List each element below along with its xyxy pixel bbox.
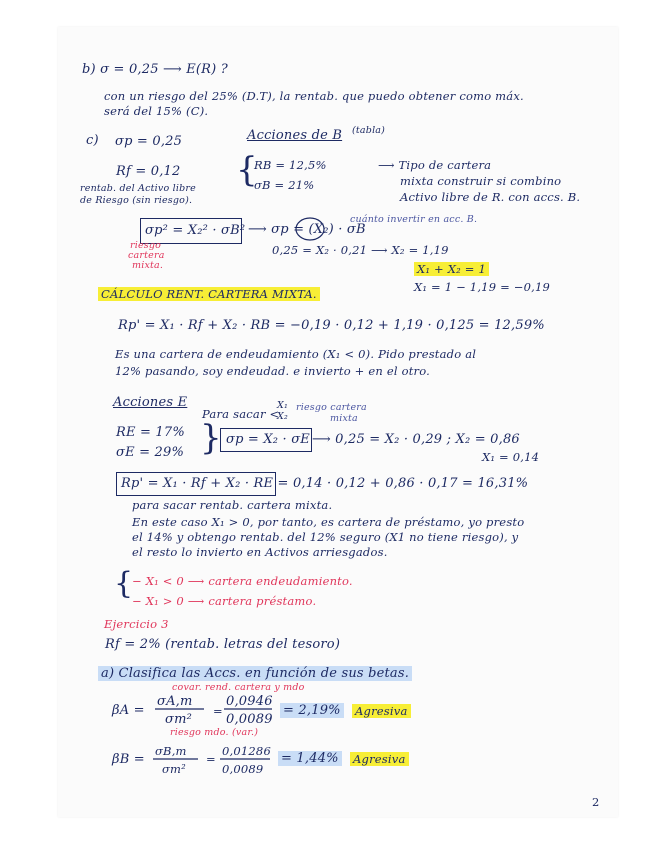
prestamo-text-2: el 14% y obtengo rentab. del 12% seguro (X1 no tiene riesgo), y: [132, 530, 519, 544]
acciones-e-heading: Acciones E: [113, 395, 188, 410]
riesgo-note-2: cartera: [128, 250, 165, 261]
tipo-cartera-2: mixta construir si combino: [400, 174, 562, 188]
variance-formula: σp² = X₂² · σB²: [145, 223, 246, 238]
beta-b-label: βB =: [112, 752, 145, 767]
equation-x1: X₁ = 1 − 1,19 = −0,19: [414, 280, 551, 294]
section-b-text-2: será del 15% (C).: [104, 104, 209, 118]
cuanto-invertir-note: cuánto invertir en acc. B.: [350, 214, 478, 225]
se-value: σE = 29%: [116, 445, 185, 460]
riesgo-mdo-note: riesgo mdo. (var.): [170, 727, 259, 738]
beta-b-frac-den: σm²: [162, 762, 186, 776]
rule-prestamo: − X₁ > 0 ⟶ cartera préstamo.: [132, 594, 317, 608]
rb-value: RB = 12,5%: [254, 158, 327, 172]
sb-value: σB = 21%: [254, 178, 315, 192]
beta-a-frac-num: σA,m: [157, 694, 193, 709]
section-b-text-1: con un riesgo del 25% (D.T), la rentab. que puedo obtener como máx.: [104, 89, 524, 103]
para-sacar-x2: X₂: [277, 411, 288, 422]
riesgo-note-3: mixta.: [132, 260, 164, 271]
brace-rules: {: [114, 566, 134, 601]
beta-a-label: βA =: [112, 703, 145, 718]
beta-b-den-value: 0,0089: [222, 762, 264, 776]
beta-b-result: = 1,44%: [278, 751, 342, 766]
equation-x2-e: ⟶ 0,25 = X₂ · 0,29 ; X₂ = 0,86: [312, 432, 520, 447]
beta-a-den-value: 0,0089: [226, 712, 273, 727]
rp2-calculation: Rp' = X₁ · Rf + X₂ · RE = 0,14 · 0,12 + 0,86 · 0,17 = 16,31%: [121, 476, 529, 491]
endeudamiento-text-1: Es una cartera de endeudamiento (X₁ < 0). Pido prestado al: [115, 347, 477, 361]
para-sacar: Para sacar <: [202, 407, 280, 421]
tabla-note: (tabla): [352, 125, 386, 136]
beta-a-result: = 2,19%: [280, 703, 344, 718]
beta-a-frac-den: σm²: [165, 712, 193, 727]
endeudamiento-text-2: 12% pasando, soy endeudad. e invierto + en el otro.: [115, 364, 430, 378]
x1-value-e: X₁ = 0,14: [482, 450, 540, 464]
sigma-e-formula: σp = X₂ · σE: [226, 432, 310, 447]
covar-note: covar. rend. cartera y mdo: [172, 682, 305, 693]
beta-a-tag: Agresiva: [352, 704, 411, 718]
riesgo-cartera-note-2: mixta: [330, 413, 358, 424]
beta-a-num-value: 0,0946: [226, 694, 273, 709]
rp-calculation: Rp' = X₁ · Rf + X₂ · RB = −0,19 · 0,12 + 1,19 · 0,125 = 12,59%: [118, 318, 545, 333]
equation-x2: 0,25 = X₂ · 0,21 ⟶ X₂ = 1,19: [272, 243, 449, 257]
section-c-label: c): [86, 133, 99, 148]
prestamo-text-3: el resto lo invierto en Activos arriesgados.: [132, 545, 388, 559]
rentab-note-1: rentab. del Activo libre: [80, 183, 196, 194]
sigma-p-value: σp = 0,25: [115, 134, 183, 149]
rule-endeudamiento: − X₁ < 0 ⟶ cartera endeudamiento.: [132, 574, 353, 588]
re-value: RE = 17%: [116, 425, 185, 440]
section-b-title: b) σ = 0,25 ⟶ E(R) ?: [82, 62, 228, 77]
brace-b: {: [236, 150, 258, 190]
prestamo-text-1: En este caso X₁ > 0, por tanto, es cartera de préstamo, yo presto: [132, 515, 525, 529]
rentab-note-2: de Riesgo (sin riesgo).: [80, 195, 193, 206]
brace-e: }: [200, 418, 222, 458]
para-sacar-text: para sacar rentab. cartera mixta.: [132, 498, 333, 512]
question-a: a) Clasifica las Accs. en función de sus betas.: [98, 666, 412, 681]
rf-value: Rf = 0,12: [116, 164, 181, 179]
para-sacar-x1: X₁: [277, 400, 288, 411]
riesgo-note-1: riesgo: [130, 240, 162, 251]
acciones-b-heading: Acciones de B: [247, 128, 343, 143]
beta-b-tag: Agresiva: [350, 752, 409, 766]
tipo-cartera-1: ⟶ Tipo de cartera: [378, 158, 492, 172]
riesgo-cartera-note-1: riesgo cartera: [296, 402, 367, 413]
tipo-cartera-3: Activo libre de R. con accs. B.: [400, 190, 581, 204]
calculo-heading: CÁLCULO RENT. CARTERA MIXTA.: [98, 287, 320, 301]
beta-b-frac-num: σB,m: [155, 744, 187, 758]
ejercicio-3-heading: Ejercicio 3: [104, 617, 169, 631]
beta-b-num-value: 0,01286: [222, 744, 271, 758]
rf-ej3: Rf = 2% (rentab. letras del tesoro): [105, 637, 341, 652]
equals-b: =: [206, 752, 216, 766]
equation-sum: X₁ + X₂ = 1: [414, 262, 489, 276]
equals-a: =: [213, 704, 223, 718]
sigma-formula: ⟶ σp = (X₂) · σB: [248, 222, 366, 237]
page-number: 2: [592, 795, 600, 809]
